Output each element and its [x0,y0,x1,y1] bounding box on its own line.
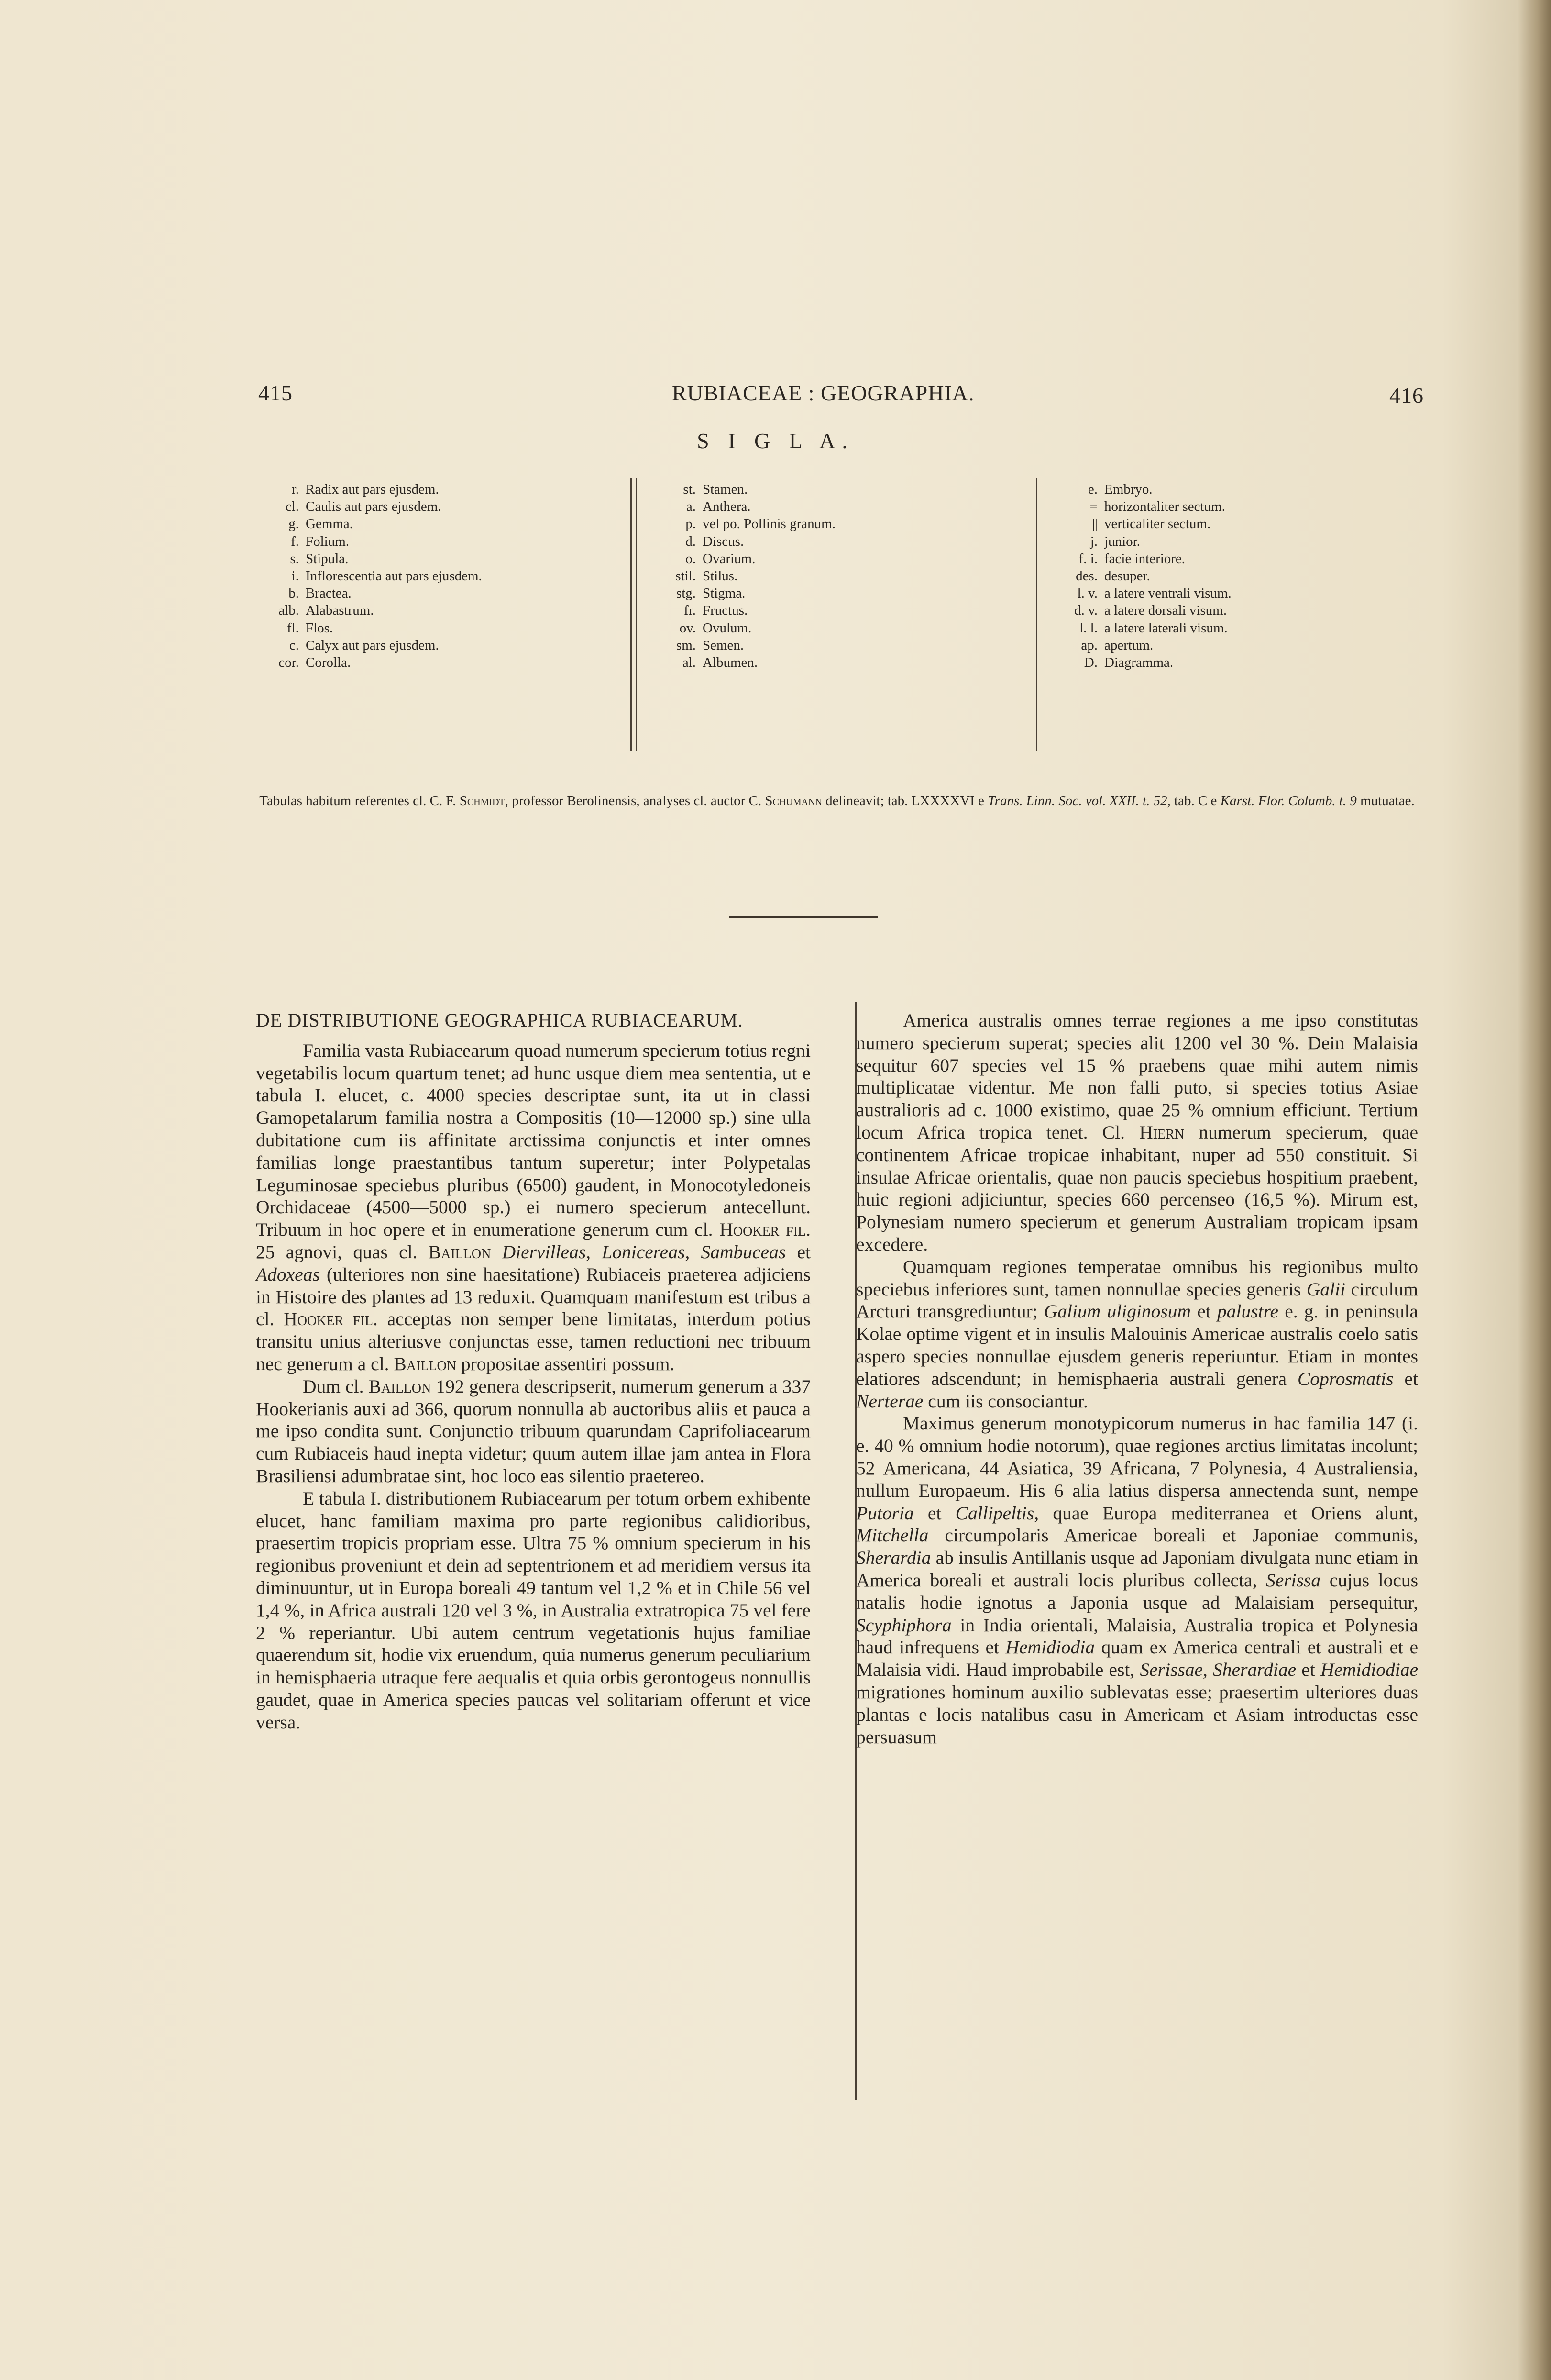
sigla-row [253,498,482,515]
text-run: Dum cl. [303,1375,369,1397]
paragraph [856,1009,1418,1256]
sigla-value: desuper. [1104,568,1150,584]
taxon-name: Hemidiodiae [1320,1659,1418,1681]
text-run: circumpolaris Americae boreali et Japoniae communis, [928,1525,1418,1546]
text-run: America australis omnes terrae regiones a me ipso constitutas numero specierum superat; species alit 1200 vel 30 %. Dein Malaisia sequitur 607 species vel 15 % praebens quae mihi autem nimis multiplicatae videntur. Me non falli puto, si species totius Asiae australioris ad c. 1000 existimo, quae 25 % omnium efficiunt. Tertium locum Africa tropica tenet. Cl. [856,1010,1418,1143]
sigla-key: des. [1076,568,1098,584]
sigla-row [646,654,836,671]
taxon-name: Galium uliginosum [1044,1301,1191,1322]
sigla-row [253,481,482,498]
text-run: et [1296,1659,1320,1681]
section-heading: DE DISTRIBUTIONE GEOGRAPHICA RUBIACEARUM. [256,1009,743,1031]
taxon-name: Coprosmatis [1298,1368,1394,1389]
text-run: quae Europa mediterranea et Oriens alunt, [1039,1502,1418,1524]
taxon-name: Diervilleas, Lonicereas, Sambuceas [502,1241,786,1262]
text-run: et [786,1241,811,1262]
text-run: Familia vasta Rubiacearum quoad numerum specierum totius regni vegetabilis locum quartum tenet; ad hunc usque diem mea sententia, ut e tabula I. elucet, c. 4000 species descriptae sunt, ita ut in classi Gamopetalarum familia nostra a Compositis (10—12000 sp.) sine ulla dubitatione cum iis affinitate arctissima conjunctis et inter omnes familias longe praestantibus tantum superetur; inter Polypetalas Leguminosae speciebus pluribus (6500) gaudent, in Monocotyledoneis Orchidaceae (4500—5000 sp.) ei numero specierum antecellunt. Tribuum in hoc opere et in enumeratione generum cum cl. [256,1040,811,1240]
sigla-row [1045,654,1232,671]
text-run: 192 genera descripserit, numerum generum a 337 Hookerianis auxi ad 366, quorum nonnulla ab auctoribus aliis et pauca a me ipso condita sunt. Conjunctio tribuum quarundam Caprifoliacearum cum Rubiaceis haud inepta videtur; quum autem illae jam antea in Flora Brasiliensi adumbratae sint, hoc loco eas silentio praetereo. [256,1375,811,1486]
sigla-divider [630,478,637,751]
caption-text: , professor Berolinensis, analyses cl. auctor C. [505,793,765,808]
taxon-name: Serissa [1266,1569,1321,1591]
sigla-value: vel po. Pollinis granum. [703,516,836,532]
sigla-value: Stigma. [703,586,746,601]
sigla-row [1045,620,1232,637]
sigla-key: e. [1088,482,1098,497]
sigla-value: Ovulum. [703,620,752,636]
sigla-row [1045,515,1232,532]
page-number-left: 415 [258,381,293,405]
sigla-value: horizontaliter sectum. [1104,499,1225,515]
sigla-key: a. [686,499,696,515]
sigla-row [1045,637,1232,654]
sigla-key: stg. [676,586,696,601]
sigla-value: Radix aut pars ejusdem. [306,482,439,497]
sigla-value: Ovarium. [703,551,756,566]
sigla-row [253,654,482,671]
text-run: Quamquam regiones temperatae omnibus his regionibus multo speciebus inferiores sunt, tamen nonnullae species generis [856,1256,1418,1300]
sigla-value: junior. [1104,533,1140,549]
paragraph [856,1412,1418,1748]
sigla-row [646,498,836,515]
sigla-value: Folium. [306,533,350,549]
sigla-row [646,585,836,602]
sigla-row [646,567,836,585]
sigla-value: Inflorescentia aut pars ejusdem. [306,568,482,584]
sigla-key: p. [685,516,696,532]
sigla-column-3 [1045,481,1232,671]
sigla-value: Diagramma. [1104,655,1174,671]
taxon-name: Scyphiphora [856,1614,952,1636]
text-run: migrationes hominum auxilio sublevatas esse; praesertim ulteriores duas plantas e locis natalibus casu in Americam et Asiam introductas esse persuasum [856,1681,1418,1748]
taxon-name: Galii [1306,1278,1346,1300]
caption-text: mutuatae. [1356,793,1415,808]
taxon-name: Nerterae [856,1390,924,1412]
text-run: circulum Arcturi transgrediuntur; [856,1278,1418,1322]
sigla-value: Embryo. [1104,482,1153,497]
sigla-key: = [1089,499,1098,515]
author-name: Hiern [1139,1121,1185,1143]
sigla-key: o. [685,551,696,566]
taxon-name: Mitchella [856,1525,929,1546]
paragraph [256,1487,811,1734]
text-run: e. g. in peninsula Kolae optime vigent et in insulis Malouinis Americae australis coelo satis aspero species nonnullae ejusdem generis reperiuntur. Etiam in montes elatiores adscendunt; in hemisphaeria australi genera [856,1301,1418,1389]
sigla-value: a latere ventrali visum. [1104,586,1232,601]
sigla-value: Anthera. [703,499,751,515]
sigla-value: Stilus. [703,568,738,584]
sigla-row [646,602,836,619]
sigla-key: || [1092,516,1098,532]
sigla-key: cor. [278,655,299,671]
sigla-value: verticaliter sectum. [1104,516,1211,532]
sigla-row [253,585,482,602]
sigla-value: Discus. [703,533,744,549]
sigla-row [253,620,482,637]
sigla-value: Flos. [306,620,333,636]
taxon-name: Sherardia [856,1547,931,1569]
caption-reference: Karst. Flor. Columb. t. 9 [1220,793,1357,808]
sigla-row [253,515,482,532]
sigla-value: Albumen. [703,655,758,671]
sigla-divider [1031,478,1037,751]
sigla-key: f. [291,533,299,549]
sigla-row [1045,498,1232,515]
sigla-row [1045,481,1232,498]
sigla-value: facie interiore. [1104,551,1186,566]
taxon-name: palustre [1217,1301,1279,1322]
sigla-key: al. [682,655,696,671]
caption-name: Schumann [765,793,822,808]
sigla-value: Stipula. [306,551,349,566]
caption-text: tab. C e [1170,793,1221,808]
text-run: in India orientali, Malaisia, Australia tropica et Polynesia haud infrequens et [856,1614,1418,1658]
text-run [491,1241,502,1262]
sigla-row [253,567,482,585]
sigla-key: fr. [684,603,696,619]
sigla-key: l. v. [1077,586,1098,601]
running-title: RUBIACEAE : GEOGRAPHIA. [672,381,975,405]
sigla-value: a latere laterali visum. [1104,620,1228,636]
sigla-row [1045,585,1232,602]
sigla-key: f. i. [1078,551,1098,566]
sigla-title: S I G L A. [697,429,854,453]
sigla-key: alb. [278,603,299,619]
sigla-value: Fructus. [703,603,748,619]
sigla-key: i. [291,568,299,584]
sigla-column-2 [646,481,836,671]
sigla-key: D. [1084,655,1098,671]
sigla-value: Stamen. [703,482,748,497]
author-name: Hooker fil. [719,1219,811,1240]
sigla-key: st. [683,482,696,497]
taxon-name: Adoxeas [256,1263,320,1285]
paragraph [256,1040,811,1375]
text-run: et [1191,1301,1217,1322]
author-name: Baillon [368,1375,431,1397]
sigla-row [1045,550,1232,567]
sigla-row [1045,567,1232,585]
sigla-key: g. [288,516,299,532]
sigla-key: sm. [676,637,696,653]
sigla-row [646,515,836,532]
page-number-right: 416 [1389,383,1424,408]
caption-text: delineavit; tab. LXXXXVI e [822,793,988,808]
paragraph [256,1375,811,1487]
text-run: et [913,1502,956,1524]
text-run: quam ex America centrali et australi et e Malaisia vidi. Haud improbabile est, [856,1637,1418,1681]
caption-reference: Trans. Linn. Soc. vol. XXII. t. 52, [988,793,1171,808]
sigla-key: l. l. [1079,620,1098,636]
sigla-value: Caulis aut pars ejusdem. [306,499,441,515]
taxon-name: Callipeltis, [955,1502,1039,1524]
text-run: et [1393,1368,1418,1389]
text-run: propositae assentiri possum. [456,1353,675,1374]
taxon-name: Serissae, Sherardiae [1140,1659,1297,1681]
sigla-key: ap. [1081,637,1098,653]
sigla-row [646,481,836,498]
sigla-value: Bractea. [306,586,352,601]
sigla-value: a latere dorsali visum. [1104,603,1227,619]
sigla-row [253,602,482,619]
sigla-key: ov. [679,620,696,636]
sigla-column-1 [253,481,482,671]
text-run: cujus locus natalis hodie ignotus a Japonia usque ad Malaisiam persequitur, [856,1569,1418,1613]
caption-name: Schmidt [459,793,505,808]
sigla-key: d. [685,533,696,549]
text-run: (ulteriores non sine haesitatione) Rubiaceis praeterea adjiciens in Histoire des plantes ad 13 reduxit. Quamquam manifestum est tribus a cl. [256,1263,811,1330]
sigla-row [646,550,836,567]
sigla-value: Corolla. [306,655,351,671]
author-name: Baillon [394,1353,456,1374]
text-run: cum iis consociantur. [923,1390,1088,1412]
sigla-row [253,637,482,654]
section-rule [729,916,878,918]
sigla-value: apertum. [1104,637,1154,653]
plates-caption [249,792,1425,810]
sigla-value: Alabastrum. [306,603,374,619]
sigla-row [253,533,482,550]
sigla-key: d. v. [1074,603,1098,619]
taxon-name: Putoria [856,1502,914,1524]
text-run: E tabula I. distributionem Rubiacearum per totum orbem exhibente elucet, hanc familiam maxima pro parte regionibus calidioribus, praesertim tropicis propriam esse. Ultra 75 % omnium specierum in his regionibus proveniunt et dein ad septentrionem et ad meridiem versus ita diminuuntur, ut in Europa boreali 49 tantum vel 1,2 % et in Chile 56 vel 1,4 %, in Africa australi 120 vel 3 %, in Australia extratropica 75 vel fere 2 % reperiantur. Ubi autem centrum vegetationis hujus familiae quaerendum sit, hodie vix eruendum, quia numerus generum peculiarium in hemisphaeria utraque fere aequalis et quia orbis gerontogeus nonnullis gaudet, quae in America species paucas vel solitariam offerunt et vice versa. [256,1487,811,1733]
sigla-key: fl. [287,620,299,636]
text-run: Maximus generum monotypicorum numerus in hac familia 147 (i. e. 40 % omnium hodie notorum), quae regiones arctius limitatas incolunt; 52 Americana, 44 Asiatica, 39 Africana, 7 Polynesia, 4 Australiensia, nullum Europaeum. His 6 alia latius dispersa annectenda sunt, nempe [856,1413,1418,1501]
text-run: 25 agnovi, quas cl. [256,1241,429,1262]
page-gutter-shadow [1518,0,1551,2380]
sigla-key: stil. [675,568,696,584]
sigla-row [1045,533,1232,550]
sigla-key: c. [289,637,299,653]
sigla-value: Calyx aut pars ejusdem. [306,637,439,653]
sigla-key: s. [290,551,299,566]
sigla-row [646,620,836,637]
sigla-value: Semen. [703,637,744,653]
text-run: acceptas non semper bene limitatas, interdum potius transitu unius alteriusve conjunctas esse, tamen reductioni nec tribuum nec generum a cl. [256,1308,811,1374]
sigla-key: cl. [285,499,299,515]
sigla-row [1045,602,1232,619]
text-run: numerum specierum, quae continentem Africae tropicae inhabitant, nuper ad 550 constituit. Si insulae Africae orientalis, quae non paucis speciebus hospitium praebent, huic regioni adjiciuntur, species 660 percenseo (16,5 %). Mirum est, Polynesiam numero specierum et generum Australiam tropicam ipsam excedere. [856,1121,1418,1255]
right-column [856,1009,1418,1748]
author-name: Baillon [428,1241,491,1262]
caption-text: Tabulas habitum referentes cl. C. F. [259,793,460,808]
author-name: Hooker fil. [284,1308,378,1330]
sigla-row [646,533,836,550]
taxon-name: Hemidiodia [1005,1637,1095,1658]
sigla-row [253,550,482,567]
text-run: ab insulis Antillanis usque ad Japoniam divulgata nunc etiam in America boreali et australi locis pluribus collecta, [856,1547,1418,1591]
sigla-row [646,637,836,654]
left-column [256,1009,811,1734]
sigla-value: Gemma. [306,516,353,532]
sigla-key: j. [1090,533,1098,549]
sigla-key: b. [288,586,299,601]
paragraph [856,1256,1418,1413]
sigla-key: r. [291,482,299,497]
